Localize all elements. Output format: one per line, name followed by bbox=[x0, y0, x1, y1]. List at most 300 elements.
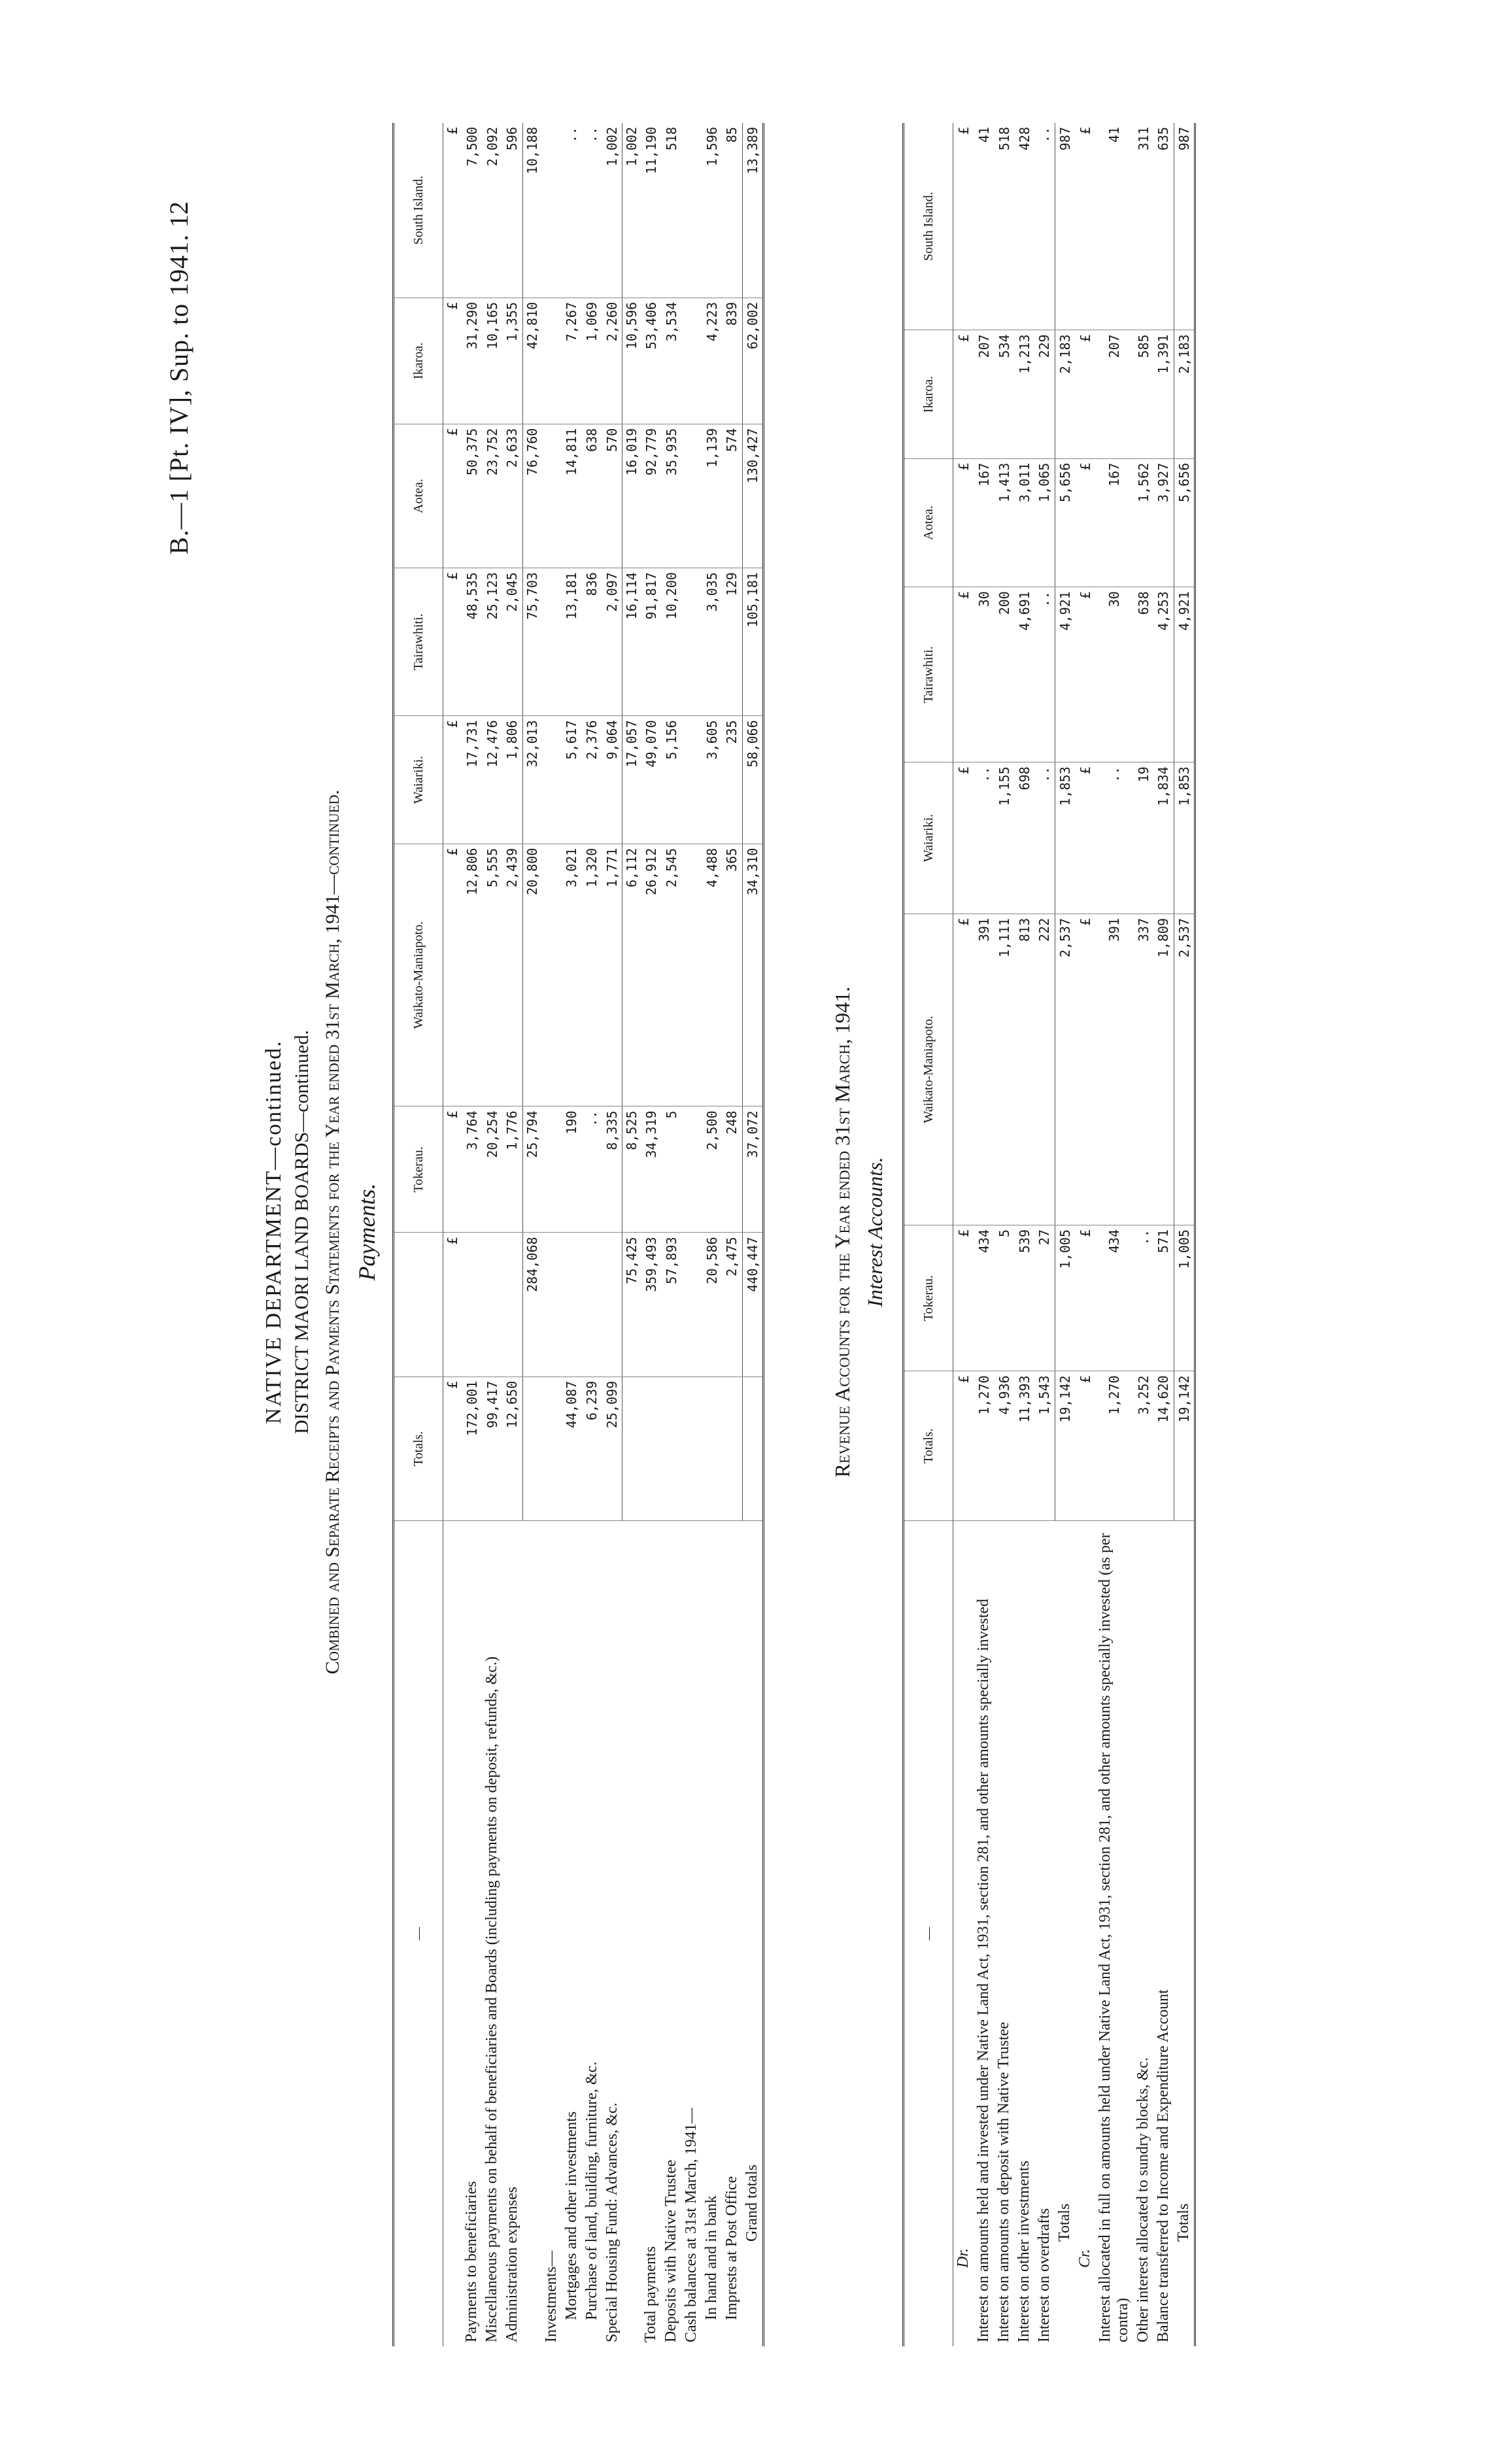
cell-value: 30 bbox=[1095, 587, 1133, 762]
row-label bbox=[443, 1521, 462, 2347]
table-row bbox=[482, 123, 502, 2346]
cell-value: 574 bbox=[722, 424, 742, 568]
statement-title: Combined and Separate Receipts and Payments Statements for the Year ended 31st March, 1941—continued. bbox=[322, 789, 343, 1675]
cell-value: 638 bbox=[1133, 587, 1153, 762]
table-row bbox=[562, 123, 582, 2346]
cell-value: 3,764 bbox=[462, 1106, 482, 1233]
table-row bbox=[1095, 123, 1133, 2346]
row-label: Imprests at Post Office bbox=[723, 2176, 740, 2320]
cell-value: 20,254 bbox=[482, 1106, 502, 1233]
cell-value: 1,213 bbox=[1014, 330, 1034, 458]
cell-value: 2,183 bbox=[1174, 330, 1195, 458]
cell-value: 13,181 bbox=[562, 568, 582, 716]
cell-value bbox=[541, 568, 562, 716]
cell-value: 1,002 bbox=[602, 123, 622, 298]
cell-value: 99,417 bbox=[482, 1377, 502, 1520]
cell-value: 1,320 bbox=[582, 844, 602, 1106]
row-label: Balance transferred to Income and Expenditure Account bbox=[1155, 1989, 1172, 2342]
payments-col-header: Tokerau. bbox=[394, 1106, 443, 1233]
cell-value: 539 bbox=[1014, 1225, 1034, 1371]
cell-value: .. bbox=[1034, 587, 1055, 762]
row-label: Total payments bbox=[642, 2246, 659, 2342]
cell-value: 1,776 bbox=[502, 1106, 522, 1233]
cell-value: 41 bbox=[1095, 123, 1133, 330]
cell-value: 57,893 bbox=[661, 1233, 681, 1377]
cell-value: 16,019 bbox=[622, 424, 641, 568]
cell-value: 235 bbox=[722, 716, 742, 844]
cell-value: 12,650 bbox=[502, 1377, 522, 1520]
cell-value: 2,439 bbox=[502, 844, 522, 1106]
cell-value: 570 bbox=[602, 424, 622, 568]
cell-value: 42,810 bbox=[522, 298, 541, 424]
cell-value: £ bbox=[953, 762, 974, 914]
cell-value: 1,155 bbox=[994, 762, 1014, 914]
cell-value: 26,912 bbox=[641, 844, 661, 1106]
payments-col-header: Totals. bbox=[394, 1377, 443, 1520]
cell-value bbox=[462, 1233, 482, 1377]
cell-value: 3,011 bbox=[1014, 458, 1034, 587]
cell-value: .. bbox=[1034, 762, 1055, 914]
interest-col-header: Totals. bbox=[904, 1371, 953, 1521]
cell-value: £ bbox=[953, 123, 974, 330]
cell-value: 1,270 bbox=[974, 1371, 994, 1521]
cell-value: £ bbox=[443, 1377, 462, 1520]
cell-value: 23,752 bbox=[482, 424, 502, 568]
cell-value: 2,633 bbox=[502, 424, 522, 568]
cell-value: 2,097 bbox=[602, 568, 622, 716]
cell-value: .. bbox=[582, 123, 602, 298]
row-label: Cr. bbox=[1076, 2249, 1093, 2268]
cell-value bbox=[681, 298, 702, 424]
cell-value: £ bbox=[443, 424, 462, 568]
cell-value: 365 bbox=[722, 844, 742, 1106]
cell-value: 7,500 bbox=[462, 123, 482, 298]
cell-value: 14,620 bbox=[1153, 1371, 1174, 1521]
cell-value: 14,811 bbox=[562, 424, 582, 568]
cell-value: £ bbox=[1075, 458, 1095, 587]
cell-value: £ bbox=[443, 1233, 462, 1377]
cell-value: 596 bbox=[502, 123, 522, 298]
table-row bbox=[1055, 123, 1075, 2346]
row-label: In hand and in bank bbox=[703, 2195, 720, 2320]
cell-value: £ bbox=[443, 123, 462, 298]
cell-value bbox=[541, 123, 562, 298]
cell-value: 75,703 bbox=[522, 568, 541, 716]
table-row bbox=[974, 123, 994, 2346]
cell-value: 1,562 bbox=[1133, 458, 1153, 587]
cell-value: .. bbox=[1095, 762, 1133, 914]
cell-value: 3,605 bbox=[702, 716, 722, 844]
table-row bbox=[1075, 123, 1095, 2346]
cell-value: 25,123 bbox=[482, 568, 502, 716]
cell-value: 9,064 bbox=[602, 716, 622, 844]
table-row bbox=[681, 123, 702, 2346]
payments-col-header: Ikaroa. bbox=[394, 298, 443, 424]
cell-value: 5 bbox=[661, 1106, 681, 1233]
row-label: Grand totals bbox=[743, 2165, 760, 2242]
cell-value: 987 bbox=[1174, 123, 1195, 330]
payments-col-header: South Island. bbox=[394, 123, 443, 298]
cell-value: 813 bbox=[1014, 914, 1034, 1225]
interest-col-header: South Island. bbox=[904, 123, 953, 330]
row-label: Interest on other investments bbox=[1015, 2161, 1032, 2342]
cell-value: £ bbox=[953, 587, 974, 762]
cell-value: 1,853 bbox=[1174, 762, 1195, 914]
cell-value: 1,355 bbox=[502, 298, 522, 424]
cell-value: 25,099 bbox=[602, 1377, 622, 1520]
cell-value bbox=[482, 1233, 502, 1377]
cell-value: 1,139 bbox=[702, 424, 722, 568]
cell-value: 1,596 bbox=[702, 123, 722, 298]
cell-value bbox=[702, 1377, 722, 1520]
cell-value: 284,068 bbox=[522, 1233, 541, 1377]
payments-title: Payments. bbox=[354, 1183, 380, 1281]
cell-value: 27 bbox=[1034, 1225, 1055, 1371]
cell-value: £ bbox=[443, 716, 462, 844]
table-row bbox=[742, 123, 764, 2346]
cell-value: 2,376 bbox=[582, 716, 602, 844]
row-label: Administration expenses bbox=[503, 2187, 520, 2342]
cell-value: 10,596 bbox=[622, 298, 641, 424]
cell-value: 518 bbox=[661, 123, 681, 298]
cell-value: 5,656 bbox=[1055, 458, 1075, 587]
cell-value: 1,065 bbox=[1034, 458, 1055, 587]
cell-value: 44,087 bbox=[562, 1377, 582, 1520]
cell-value: 391 bbox=[974, 914, 994, 1225]
cell-value: 7,267 bbox=[562, 298, 582, 424]
cell-value: 13,389 bbox=[742, 123, 764, 298]
cell-value: 440,447 bbox=[742, 1233, 764, 1377]
interest-col-header: Tairawhiti. bbox=[904, 587, 953, 762]
cell-value: £ bbox=[1075, 330, 1095, 458]
cell-value: 105,181 bbox=[742, 568, 764, 716]
payments-col-header bbox=[394, 1233, 443, 1377]
cell-value: 518 bbox=[994, 123, 1014, 330]
cell-value: 53,406 bbox=[641, 298, 661, 424]
row-label: Special Housing Fund: Advances, &c. bbox=[603, 2102, 621, 2342]
row-label: Deposits with Native Trustee bbox=[662, 2159, 679, 2342]
cell-value: 75,425 bbox=[622, 1233, 641, 1377]
row-label: Purchase of land, building, furniture, &c. bbox=[583, 2061, 600, 2320]
cell-value: 839 bbox=[722, 298, 742, 424]
cell-value: 12,806 bbox=[462, 844, 482, 1106]
cell-value bbox=[541, 424, 562, 568]
cell-value: 19,142 bbox=[1055, 1371, 1075, 1521]
cell-value bbox=[661, 1377, 681, 1520]
cell-value: 1,771 bbox=[602, 844, 622, 1106]
cell-value: 20,586 bbox=[702, 1233, 722, 1377]
interest-col-header: Waikato-Maniapoto. bbox=[904, 914, 953, 1225]
table-row bbox=[462, 123, 482, 2346]
row-label: Interest on overdrafts bbox=[1036, 2208, 1053, 2342]
cell-value: 987 bbox=[1055, 123, 1075, 330]
cell-value: 35,935 bbox=[661, 424, 681, 568]
cell-value: .. bbox=[562, 123, 582, 298]
revenue-title: Revenue Accounts for the Year ended 31st March, 1941. bbox=[830, 986, 854, 1478]
table-row bbox=[702, 123, 722, 2346]
cell-value: 3,534 bbox=[661, 298, 681, 424]
row-label: Cash balances at 31st March, 1941— bbox=[683, 2108, 700, 2342]
cell-value: 1,413 bbox=[994, 458, 1014, 587]
payments-col-header: Aotea. bbox=[394, 424, 443, 568]
table-row bbox=[1174, 123, 1195, 2346]
cell-value: 20,800 bbox=[522, 844, 541, 1106]
cell-value: 92,779 bbox=[641, 424, 661, 568]
cell-value: 200 bbox=[994, 587, 1014, 762]
table-row bbox=[602, 123, 622, 2346]
cell-value: 1,391 bbox=[1153, 330, 1174, 458]
cell-value bbox=[502, 1233, 522, 1377]
interest-col-header: Ikaroa. bbox=[904, 330, 953, 458]
interest-table bbox=[902, 123, 1196, 2346]
cell-value: 222 bbox=[1034, 914, 1055, 1225]
cell-value: 311 bbox=[1133, 123, 1153, 330]
cell-value: £ bbox=[953, 1371, 974, 1521]
cell-value: 167 bbox=[1095, 458, 1133, 587]
cell-value: 2,183 bbox=[1055, 330, 1075, 458]
cell-value: 248 bbox=[722, 1106, 742, 1233]
cell-value: 1,834 bbox=[1153, 762, 1174, 914]
cell-value: 37,072 bbox=[742, 1106, 764, 1233]
payments-col-header: Waikato-Maniapoto. bbox=[394, 844, 443, 1106]
cell-value bbox=[562, 1233, 582, 1377]
cell-value bbox=[602, 1233, 622, 1377]
row-label bbox=[622, 1521, 641, 2347]
dept-title-line: NATIVE DEPARTMENT—continued. bbox=[262, 1040, 286, 1424]
cell-value: £ bbox=[1075, 587, 1095, 762]
cell-value: 5,555 bbox=[482, 844, 502, 1106]
table-row bbox=[541, 123, 562, 2346]
cell-value: 62,002 bbox=[742, 298, 764, 424]
cell-value: 4,253 bbox=[1153, 587, 1174, 762]
cell-value: .. bbox=[582, 1106, 602, 1233]
row-label: Mortgages and other investments bbox=[562, 2111, 580, 2320]
cell-value: 638 bbox=[582, 424, 602, 568]
interest-col-header: — bbox=[904, 1521, 953, 2347]
cell-value: £ bbox=[1075, 123, 1095, 330]
row-label: Totals bbox=[1056, 2203, 1073, 2242]
cell-value: 11,190 bbox=[641, 123, 661, 298]
cell-value: £ bbox=[953, 330, 974, 458]
cell-value: 17,731 bbox=[462, 716, 482, 844]
cell-value: 17,057 bbox=[622, 716, 641, 844]
cell-value: 41 bbox=[974, 123, 994, 330]
cell-value: 48,535 bbox=[462, 568, 482, 716]
cell-value: 1,270 bbox=[1095, 1371, 1133, 1521]
table-row bbox=[622, 123, 641, 2346]
payments-col-header: Tairawhiti. bbox=[394, 568, 443, 716]
cell-value: 585 bbox=[1133, 330, 1153, 458]
cell-value: 2,045 bbox=[502, 568, 522, 716]
interest-col-header: Waiariki. bbox=[904, 762, 953, 914]
cell-value: 32,013 bbox=[522, 716, 541, 844]
cell-value bbox=[522, 1377, 541, 1520]
cell-value: 6,112 bbox=[622, 844, 641, 1106]
cell-value: 16,114 bbox=[622, 568, 641, 716]
cell-value bbox=[541, 1106, 562, 1233]
cell-value: 2,092 bbox=[482, 123, 502, 298]
cell-value: £ bbox=[1075, 1371, 1095, 1521]
cell-value: 34,310 bbox=[742, 844, 764, 1106]
row-label: Payments to beneficiaries bbox=[463, 2181, 480, 2342]
cell-value bbox=[681, 844, 702, 1106]
cell-value: 1,806 bbox=[502, 716, 522, 844]
cell-value: 4,223 bbox=[702, 298, 722, 424]
table-row bbox=[1034, 123, 1055, 2346]
table-row bbox=[1014, 123, 1034, 2346]
cell-value: 2,500 bbox=[702, 1106, 722, 1233]
cell-value: £ bbox=[953, 458, 974, 587]
cell-value: £ bbox=[443, 298, 462, 424]
table-row bbox=[502, 123, 522, 2346]
cell-value: 3,021 bbox=[562, 844, 582, 1106]
table-row bbox=[522, 123, 541, 2346]
cell-value: 85 bbox=[722, 123, 742, 298]
payments-col-header: — bbox=[394, 1521, 443, 2347]
cell-value: £ bbox=[443, 568, 462, 716]
cell-value: 5,617 bbox=[562, 716, 582, 844]
cell-value: 129 bbox=[722, 568, 742, 716]
cell-value: 434 bbox=[974, 1225, 994, 1371]
cell-value: 207 bbox=[1095, 330, 1133, 458]
cell-value: 8,335 bbox=[602, 1106, 622, 1233]
cell-value: 3,252 bbox=[1133, 1371, 1153, 1521]
cell-value bbox=[541, 298, 562, 424]
cell-value: 34,319 bbox=[641, 1106, 661, 1233]
cell-value: 207 bbox=[974, 330, 994, 458]
cell-value: 130,427 bbox=[742, 424, 764, 568]
cell-value: 167 bbox=[974, 458, 994, 587]
cell-value: 5,656 bbox=[1174, 458, 1195, 587]
cell-value: 2,475 bbox=[722, 1233, 742, 1377]
payments-table bbox=[392, 123, 764, 2346]
cell-value: 4,921 bbox=[1174, 587, 1195, 762]
cell-value: 571 bbox=[1153, 1225, 1174, 1371]
cell-value: 30 bbox=[974, 587, 994, 762]
cell-value: 4,488 bbox=[702, 844, 722, 1106]
cell-value: 8,525 bbox=[622, 1106, 641, 1233]
table-row bbox=[1153, 123, 1174, 2346]
cell-value: 6,239 bbox=[582, 1377, 602, 1520]
cell-value: .. bbox=[1133, 1225, 1153, 1371]
row-label bbox=[522, 1521, 541, 2347]
cell-value: 10,200 bbox=[661, 568, 681, 716]
cell-value: 1,005 bbox=[1055, 1225, 1075, 1371]
cell-value: 1,005 bbox=[1174, 1225, 1195, 1371]
payments-col-header: Waiariki. bbox=[394, 716, 443, 844]
interest-col-header: Aotea. bbox=[904, 458, 953, 587]
cell-value: 25,794 bbox=[522, 1106, 541, 1233]
cell-value bbox=[722, 1377, 742, 1520]
cell-value: .. bbox=[1034, 123, 1055, 330]
cell-value: £ bbox=[1075, 762, 1095, 914]
cell-value: 1,002 bbox=[622, 123, 641, 298]
row-label: Interest on amounts on deposit with Native Trustee bbox=[995, 2022, 1012, 2342]
cell-value bbox=[541, 716, 562, 844]
cell-value: 91,817 bbox=[641, 568, 661, 716]
cell-value: 2,260 bbox=[602, 298, 622, 424]
row-label: Interest on amounts held and invested under Native Land Act, 1931, section 281, and other amounts specially invested bbox=[975, 1598, 992, 2342]
cell-value: 76,760 bbox=[522, 424, 541, 568]
cell-value: £ bbox=[443, 1106, 462, 1233]
table-row bbox=[1133, 123, 1153, 2346]
cell-value: 19,142 bbox=[1174, 1371, 1195, 1521]
cell-value: 635 bbox=[1153, 123, 1174, 330]
cell-value: 229 bbox=[1034, 330, 1055, 458]
cell-value: 2,537 bbox=[1174, 914, 1195, 1225]
cell-value: 4,691 bbox=[1014, 587, 1034, 762]
cell-value: 1,809 bbox=[1153, 914, 1174, 1225]
table-row bbox=[641, 123, 661, 2346]
cell-value: 337 bbox=[1133, 914, 1153, 1225]
cell-value: 4,936 bbox=[994, 1371, 1014, 1521]
cell-value bbox=[681, 123, 702, 298]
cell-value: 2,545 bbox=[661, 844, 681, 1106]
cell-value bbox=[641, 1377, 661, 1520]
cell-value bbox=[681, 1377, 702, 1520]
table-row bbox=[582, 123, 602, 2346]
cell-value: 391 bbox=[1095, 914, 1133, 1225]
cell-value: 3,927 bbox=[1153, 458, 1174, 587]
cell-value bbox=[681, 1233, 702, 1377]
cell-value bbox=[541, 1233, 562, 1377]
cell-value: 12,476 bbox=[482, 716, 502, 844]
cell-value: £ bbox=[1075, 914, 1095, 1225]
cell-value: £ bbox=[443, 844, 462, 1106]
cell-value bbox=[582, 1233, 602, 1377]
cell-value bbox=[681, 568, 702, 716]
cell-value: 836 bbox=[582, 568, 602, 716]
interest-title: Interest Accounts. bbox=[863, 1157, 887, 1307]
cell-value: 359,493 bbox=[641, 1233, 661, 1377]
cell-value: 1,543 bbox=[1034, 1371, 1055, 1521]
cell-value bbox=[622, 1377, 641, 1520]
page-reference: B.—1 [Pt. IV], Sup. to 1941. bbox=[164, 233, 194, 555]
cell-value: 10,188 bbox=[522, 123, 541, 298]
row-label: Dr. bbox=[955, 2248, 972, 2268]
page-number: 12 bbox=[164, 201, 194, 228]
cell-value: 428 bbox=[1014, 123, 1034, 330]
cell-value: 534 bbox=[994, 330, 1014, 458]
cell-value: 5 bbox=[994, 1225, 1014, 1371]
table-row bbox=[722, 123, 742, 2346]
interest-col-header: Tokerau. bbox=[904, 1225, 953, 1371]
cell-value: 434 bbox=[1095, 1225, 1133, 1371]
boards-title: DISTRICT MAORI LAND BOARDS—continued. bbox=[291, 1030, 313, 1434]
table-row bbox=[443, 123, 462, 2346]
cell-value bbox=[541, 844, 562, 1106]
table-row bbox=[661, 123, 681, 2346]
table-row bbox=[994, 123, 1014, 2346]
cell-value: .. bbox=[974, 762, 994, 914]
cell-value: 2,537 bbox=[1055, 914, 1075, 1225]
cell-value: £ bbox=[1075, 1225, 1095, 1371]
cell-value: 4,921 bbox=[1055, 587, 1075, 762]
cell-value: £ bbox=[953, 1225, 974, 1371]
cell-value: 1,853 bbox=[1055, 762, 1075, 914]
cell-value: 11,393 bbox=[1014, 1371, 1034, 1521]
cell-value: 19 bbox=[1133, 762, 1153, 914]
row-label: Totals bbox=[1175, 2203, 1192, 2242]
cell-value bbox=[681, 716, 702, 844]
table-row bbox=[953, 123, 974, 2346]
cell-value: 31,290 bbox=[462, 298, 482, 424]
row-label: Investments— bbox=[542, 2251, 560, 2342]
cell-value: 10,165 bbox=[482, 298, 502, 424]
row-label: Miscellaneous payments on behalf of beneficiaries and Boards (including payments on deposit, refunds, &c.) bbox=[483, 1656, 500, 2342]
cell-value: £ bbox=[953, 914, 974, 1225]
row-label: Other interest allocated to sundry blocks, &c. bbox=[1134, 2057, 1151, 2342]
